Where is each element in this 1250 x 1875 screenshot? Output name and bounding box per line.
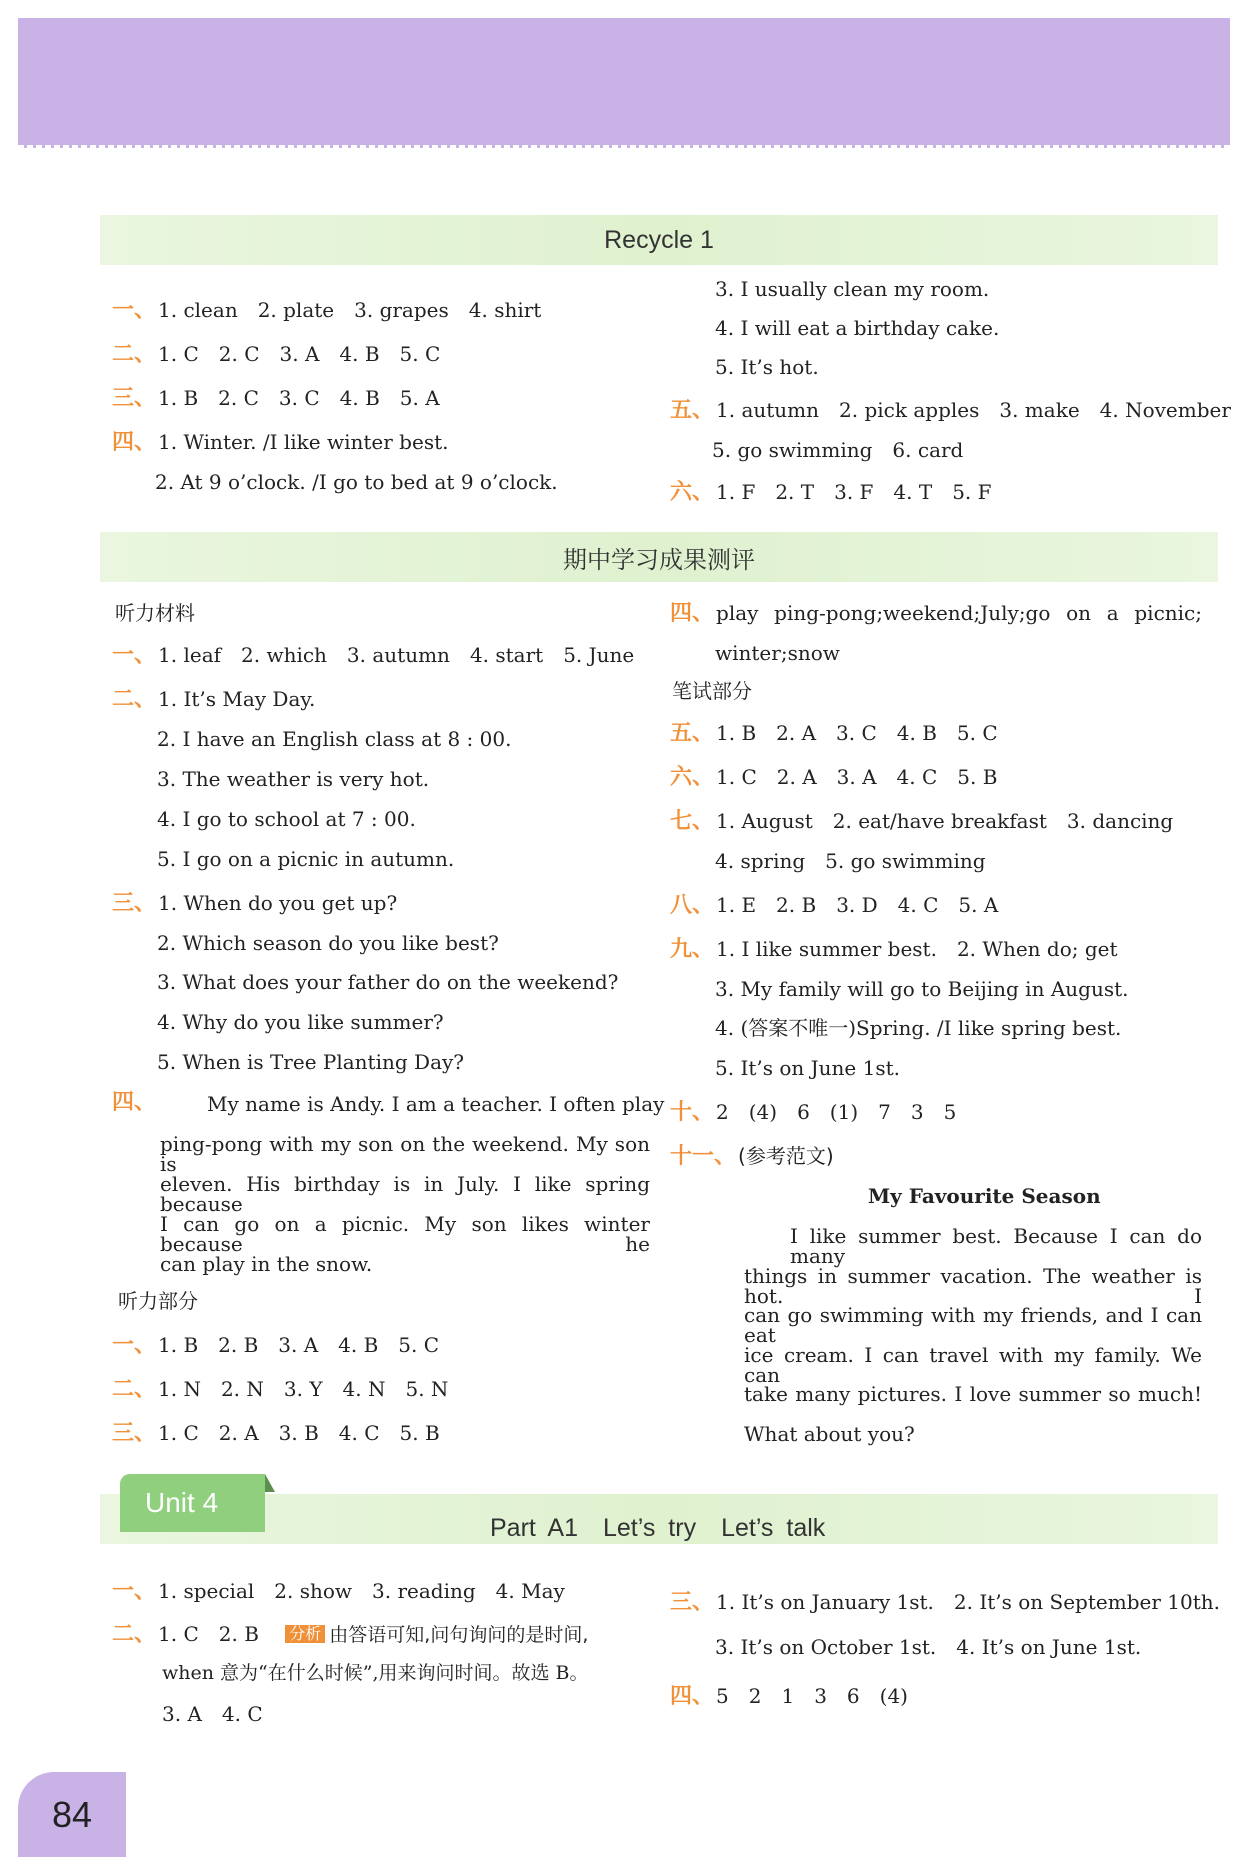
recycle1-q4 <box>112 432 448 454</box>
answer-text: 1. C 2. A 3. B 4. C 5. B <box>158 1421 440 1445</box>
question-mark: 三、 <box>112 1421 157 1446</box>
answer-text: 1. August 2. eat/have breakfast 3. dancing <box>716 809 1174 833</box>
question-mark: 十、 <box>670 1100 715 1125</box>
answer-text: 5 2 1 3 6 (4) <box>716 1684 908 1708</box>
question-mark: 五、 <box>670 721 715 746</box>
midterm-r9 <box>670 939 1118 961</box>
question-mark: 七、 <box>670 809 715 834</box>
essay-line-4: ice cream. I can travel with my family. We can <box>744 1343 1202 1387</box>
top-decorative-band <box>18 18 1230 148</box>
midterm-q1 <box>112 645 634 667</box>
answer-text: 1. It’s May Day. <box>158 687 316 711</box>
top-dashed-divider <box>18 145 1230 148</box>
question-mark: 四、 <box>670 1684 715 1709</box>
answer-text: 2 (4) 6 (1) 7 3 5 <box>716 1100 957 1124</box>
page-number <box>18 1772 126 1857</box>
question-mark: 六、 <box>670 480 715 505</box>
unit4-q2-line3: 3. A 4. C <box>162 1702 263 1726</box>
midterm-q3-line2: 2. Which season do you like best? <box>157 931 499 955</box>
listening-part-heading: 听力部分 <box>118 1289 198 1313</box>
midterm-r6 <box>670 767 997 789</box>
question-mark: 二、 <box>112 687 157 712</box>
question-mark: 九、 <box>670 937 715 962</box>
answer-text: 1. N 2. N 3. Y 4. N 5. N <box>158 1377 449 1401</box>
midterm-r4-line2: winter;snow <box>715 641 840 665</box>
question-mark: 十一、 <box>670 1144 737 1169</box>
answer-text: 1. It’s on January 1st. 2. It’s on September 10th. <box>716 1590 1220 1614</box>
question-mark: 一、 <box>112 1579 157 1604</box>
answer-text: 1. E 2. B 3. D 4. C 5. A <box>716 893 999 917</box>
recycle1-q1 <box>112 300 541 322</box>
midterm-q2-line5: 5. I go on a picnic in autumn. <box>157 847 455 871</box>
midterm-q3-line5: 5. When is Tree Planting Day? <box>157 1050 465 1074</box>
unit4-q2-line2: when 意为“在什么时候”,用来询问时间。故选 B。 <box>162 1662 589 1684</box>
essay-line-1: I like summer best. Because I can do many <box>790 1224 1202 1268</box>
section-header-recycle1 <box>100 215 1218 265</box>
unit4-q3 <box>670 1592 1220 1614</box>
section-title-midterm: 期中学习成果测评 <box>563 545 755 574</box>
written-part-heading: 笔试部分 <box>672 679 752 703</box>
recycle1-q4-line2: 2. At 9 o’clock. /I go to bed at 9 o’clock. <box>155 470 558 494</box>
essay-line-6: What about you? <box>744 1422 915 1446</box>
midterm-q3-line3: 3. What does your father do on the weekend? <box>157 970 619 994</box>
midterm-q3-line4: 4. Why do you like summer? <box>157 1010 444 1034</box>
unit4-q1 <box>112 1581 565 1603</box>
midterm-q4-line3: eleven. His birthday is in July. I like spring because <box>160 1172 650 1216</box>
midterm-lp2 <box>112 1379 448 1401</box>
midterm-q2-line3: 3. The weather is very hot. <box>157 767 430 791</box>
midterm-r9-line4: 5. It’s on June 1st. <box>715 1056 900 1080</box>
midterm-r7-line2: 4. spring 5. go swimming <box>715 849 986 873</box>
unit4-section-title: Part A1 Let’s try Let’s talk <box>490 1514 826 1542</box>
midterm-q4-line1: My name is Andy. I am a teacher. I often play <box>207 1092 665 1116</box>
analysis-badge: 分析 <box>285 1625 325 1643</box>
recycle1-q4-line3: 3. I usually clean my room. <box>715 277 990 301</box>
question-mark: 四、 <box>112 1090 157 1115</box>
midterm-r5 <box>670 723 998 745</box>
recycle1-q3 <box>112 388 440 410</box>
answer-text: 1. When do you get up? <box>158 891 398 915</box>
midterm-q2-line4: 4. I go to school at 7 : 00. <box>157 807 416 831</box>
midterm-r9-line2: 3. My family will go to Beijing in August. <box>715 977 1129 1001</box>
question-mark: 二、 <box>112 342 157 367</box>
midterm-q3 <box>112 893 397 915</box>
question-mark: 四、 <box>670 601 715 626</box>
midterm-q4-line2: ping-pong with my son on the weekend. My son is <box>160 1132 650 1176</box>
midterm-r9-line3: 4. (答案不唯一)Spring. /I like spring best. <box>715 1016 1122 1040</box>
unit-tab-label: Unit 4 <box>145 1487 219 1518</box>
answer-text: 1. autumn 2. pick apples 3. make 4. November <box>716 398 1231 422</box>
page-number-label: 84 <box>51 1793 93 1835</box>
midterm-r10 <box>670 1102 956 1124</box>
recycle1-q2 <box>112 344 440 366</box>
answer-text: play ping-pong;weekend;July;go on a picnic; <box>716 601 1202 625</box>
recycle1-q5 <box>670 400 1231 422</box>
question-mark: 三、 <box>112 891 157 916</box>
question-mark: 二、 <box>112 1377 157 1402</box>
midterm-q4-line5: can play in the snow. <box>160 1252 373 1276</box>
section-header-midterm <box>100 532 1218 582</box>
listening-material-heading: 听力材料 <box>115 601 195 625</box>
answer-text: 1. B 2. B 3. A 4. B 5. C <box>158 1333 440 1357</box>
question-mark: 六、 <box>670 765 715 790</box>
recycle1-q4-line4: 4. I will eat a birthday cake. <box>715 316 1000 340</box>
midterm-lp1 <box>112 1335 439 1357</box>
midterm-q4-mark <box>112 1092 158 1114</box>
essay-line-2: things in summer vacation. The weather is hot. I <box>744 1264 1202 1308</box>
question-mark: 三、 <box>112 386 157 411</box>
midterm-q2 <box>112 689 315 711</box>
question-mark: 五、 <box>670 398 715 423</box>
unit-tab-fold <box>265 1474 275 1492</box>
answer-text: 1. B 2. A 3. C 4. B 5. C <box>716 721 998 745</box>
midterm-q2-line2: 2. I have an English class at 8 : 00. <box>157 727 512 751</box>
midterm-r4 <box>670 603 1202 625</box>
answer-text: 1. Winter. /I like winter best. <box>158 430 449 454</box>
answer-text: 1. C 2. A 3. A 4. C 5. B <box>716 765 998 789</box>
question-mark: 三、 <box>670 1590 715 1615</box>
midterm-r11 <box>670 1146 834 1168</box>
unit4-q3-line2: 3. It’s on October 1st. 4. It’s on June 1st. <box>715 1635 1142 1659</box>
midterm-r7 <box>670 811 1173 833</box>
essay-title: My Favourite Season <box>868 1184 1101 1208</box>
analysis-text: 由答语可知,问句询问的是时间, <box>329 1624 589 1646</box>
recycle1-q5-line2: 5. go swimming 6. card <box>712 438 964 462</box>
question-mark: 一、 <box>112 298 157 323</box>
question-mark: 一、 <box>112 1333 157 1358</box>
midterm-q4-line4: I can go on a picnic. My son likes winter because he <box>160 1212 650 1256</box>
question-mark: 一、 <box>112 643 157 668</box>
question-mark: 八、 <box>670 893 715 918</box>
recycle1-q4-line5: 5. It’s hot. <box>715 355 819 379</box>
essay-line-3: can go swimming with my friends, and I can eat <box>744 1303 1202 1347</box>
answer-text: 1. C 2. B <box>158 1622 259 1646</box>
answer-text: 1. B 2. C 3. C 4. B 5. A <box>158 386 440 410</box>
answer-text: 1. F 2. T 3. F 4. T 5. F <box>716 480 992 504</box>
unit4-q2 <box>112 1624 588 1646</box>
answer-text: 1. leaf 2. which 3. autumn 4. start 5. June <box>158 643 635 667</box>
unit4-q4 <box>670 1686 908 1708</box>
answer-text: 1. special 2. show 3. reading 4. May <box>158 1579 565 1603</box>
midterm-r8 <box>670 895 998 917</box>
answer-text: 1. clean 2. plate 3. grapes 4. shirt <box>158 298 542 322</box>
essay-line-5: take many pictures. I love summer so much! <box>744 1382 1202 1406</box>
recycle1-q6 <box>670 482 992 504</box>
midterm-lp3 <box>112 1423 440 1445</box>
section-title-recycle1: Recycle 1 <box>604 225 714 254</box>
question-mark: 二、 <box>112 1622 157 1647</box>
answer-text: 1. C 2. C 3. A 4. B 5. C <box>158 342 441 366</box>
answer-text: (参考范文) <box>738 1144 834 1168</box>
answer-text: 1. I like summer best. 2. When do; get <box>716 937 1118 961</box>
question-mark: 四、 <box>112 430 157 455</box>
unit-tab <box>120 1474 265 1532</box>
